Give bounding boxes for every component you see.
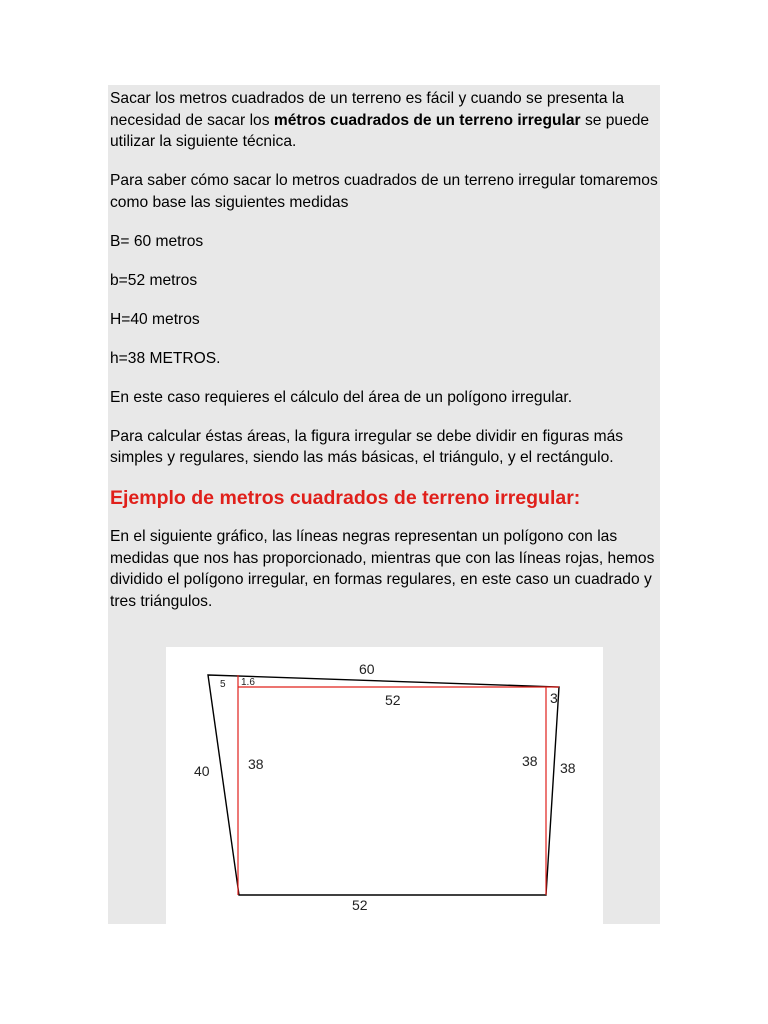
label-top-outer: 60: [359, 661, 375, 677]
label-left-inner: 38: [248, 756, 264, 772]
label-right-inner: 38: [522, 753, 538, 769]
label-top-inner: 52: [385, 692, 401, 708]
document-body: [110, 88, 658, 630]
division-paragraph: Para calcular éstas áreas, la figura irregular se debe dividir en figuras más simples y regulares, siendo las más básicas, el triángulo, y el rectángulo.: [110, 427, 624, 466]
polygon-diagram: [166, 647, 603, 924]
irregular-polygon-outline: [208, 675, 559, 895]
label-corner-offset: 1.6: [241, 677, 255, 688]
intro-text: Sacar los metros cuadrados de un terreno es fácil y cuando se presenta la necesidad de sacar los: [110, 90, 625, 129]
measure-b: b=52 metros: [110, 271, 198, 289]
polygon-paragraph: En este caso requieres el cálculo del área de un polígono irregular.: [110, 388, 573, 406]
measures-intro-paragraph: Para saber cómo sacar lo metros cuadrados de un terreno irregular tomaremos como base las siguientes medidas: [110, 172, 658, 211]
label-right-outer: 38: [560, 760, 576, 776]
graphic-paragraph: En el siguiente gráfico, las líneas negras representan un polígono con las medidas que nos has proporcionado, mientras que con las líneas rojas, hemos dividido el polígono irregular, en formas regulares, en este caso un cuadrado y tres triángulos.: [110, 528, 655, 610]
red-division-lines: [238, 675, 559, 895]
label-corner-right: 3: [550, 690, 558, 706]
measure-H: H=40 metros: [110, 310, 200, 328]
polygon-figure: [166, 647, 603, 924]
label-left-outer: 40: [194, 763, 210, 779]
example-heading: Ejemplo de metros cuadrados de terreno irregular:: [110, 487, 581, 509]
intro-bold-text: métros cuadrados de un terreno irregular: [273, 111, 581, 129]
label-bottom: 52: [352, 897, 368, 913]
intro-text-end: se puede utilizar la siguiente técnica.: [110, 111, 650, 150]
label-corner-left: 5: [220, 679, 226, 690]
measure-h: h=38 METROS.: [110, 349, 221, 367]
intro-paragraph: [110, 88, 658, 153]
measure-B: B= 60 metros: [110, 232, 204, 250]
